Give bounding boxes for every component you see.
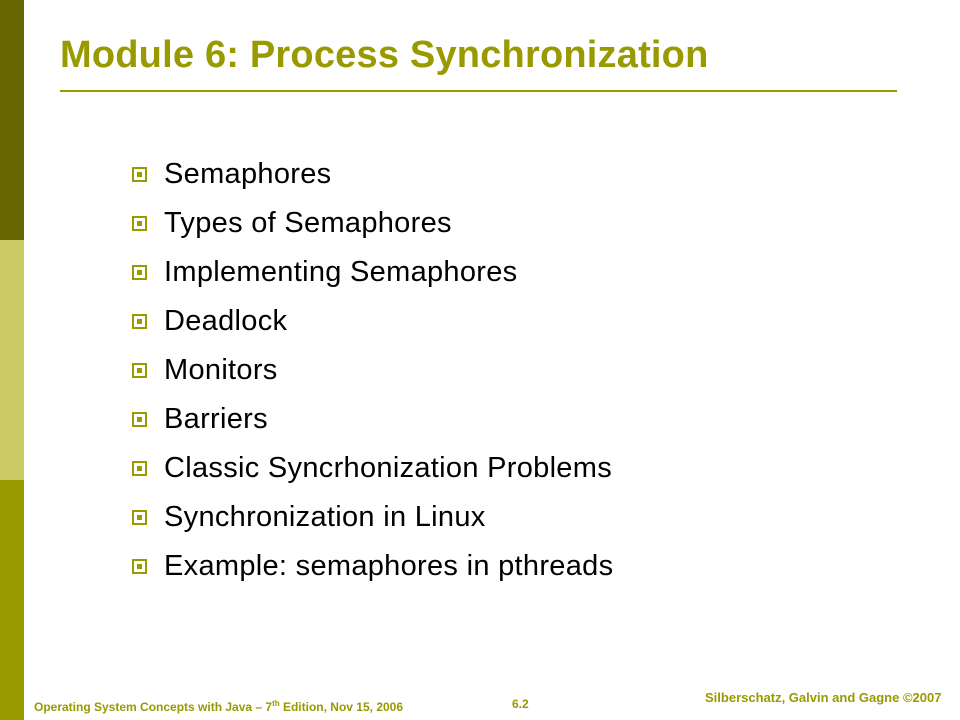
square-bullet-icon (132, 412, 147, 427)
bullet-item (132, 199, 613, 248)
slide-title: Module 6: Process Synchronization (60, 34, 709, 76)
bullet-item (132, 493, 613, 542)
bullet-text: Semaphores (164, 158, 332, 190)
footer-copyright: Silberschatz, Galvin and Gagne ©2007 (705, 690, 942, 705)
square-bullet-icon (132, 167, 147, 182)
side-bar-top-segment (0, 0, 24, 240)
square-bullet-icon (132, 461, 147, 476)
square-bullet-icon (132, 363, 147, 378)
footer-book-title (34, 699, 403, 714)
bullet-list (132, 150, 613, 591)
side-bar-middle-segment (0, 240, 24, 480)
footer-edition-superscript: th (272, 699, 280, 708)
square-bullet-icon (132, 216, 147, 231)
square-bullet-icon (132, 314, 147, 329)
bullet-text: Classic Syncrhonization Problems (164, 452, 612, 484)
side-bar-bottom-segment (0, 480, 24, 720)
bullet-text: Deadlock (164, 305, 288, 337)
bullet-item (132, 395, 613, 444)
footer-book-title-tail: Edition, Nov 15, 2006 (279, 700, 404, 714)
square-bullet-icon (132, 559, 147, 574)
page-number: 6.2 (512, 697, 529, 711)
bullet-text: Implementing Semaphores (164, 256, 518, 288)
bullet-text: Monitors (164, 354, 278, 386)
bullet-text: Types of Semaphores (164, 207, 452, 239)
bullet-item (132, 297, 613, 346)
square-bullet-icon (132, 510, 147, 525)
side-color-bar (0, 0, 24, 720)
bullet-item (132, 444, 613, 493)
footer-book-title-main: Operating System Concepts with Java – 7 (34, 700, 273, 714)
bullet-text: Barriers (164, 403, 268, 435)
bullet-text: Example: semaphores in pthreads (164, 550, 614, 582)
bullet-item (132, 542, 613, 591)
square-bullet-icon (132, 265, 147, 280)
bullet-item (132, 346, 613, 395)
bullet-text: Synchronization in Linux (164, 501, 486, 533)
title-underline (60, 90, 897, 92)
bullet-item (132, 248, 613, 297)
bullet-item (132, 150, 613, 199)
